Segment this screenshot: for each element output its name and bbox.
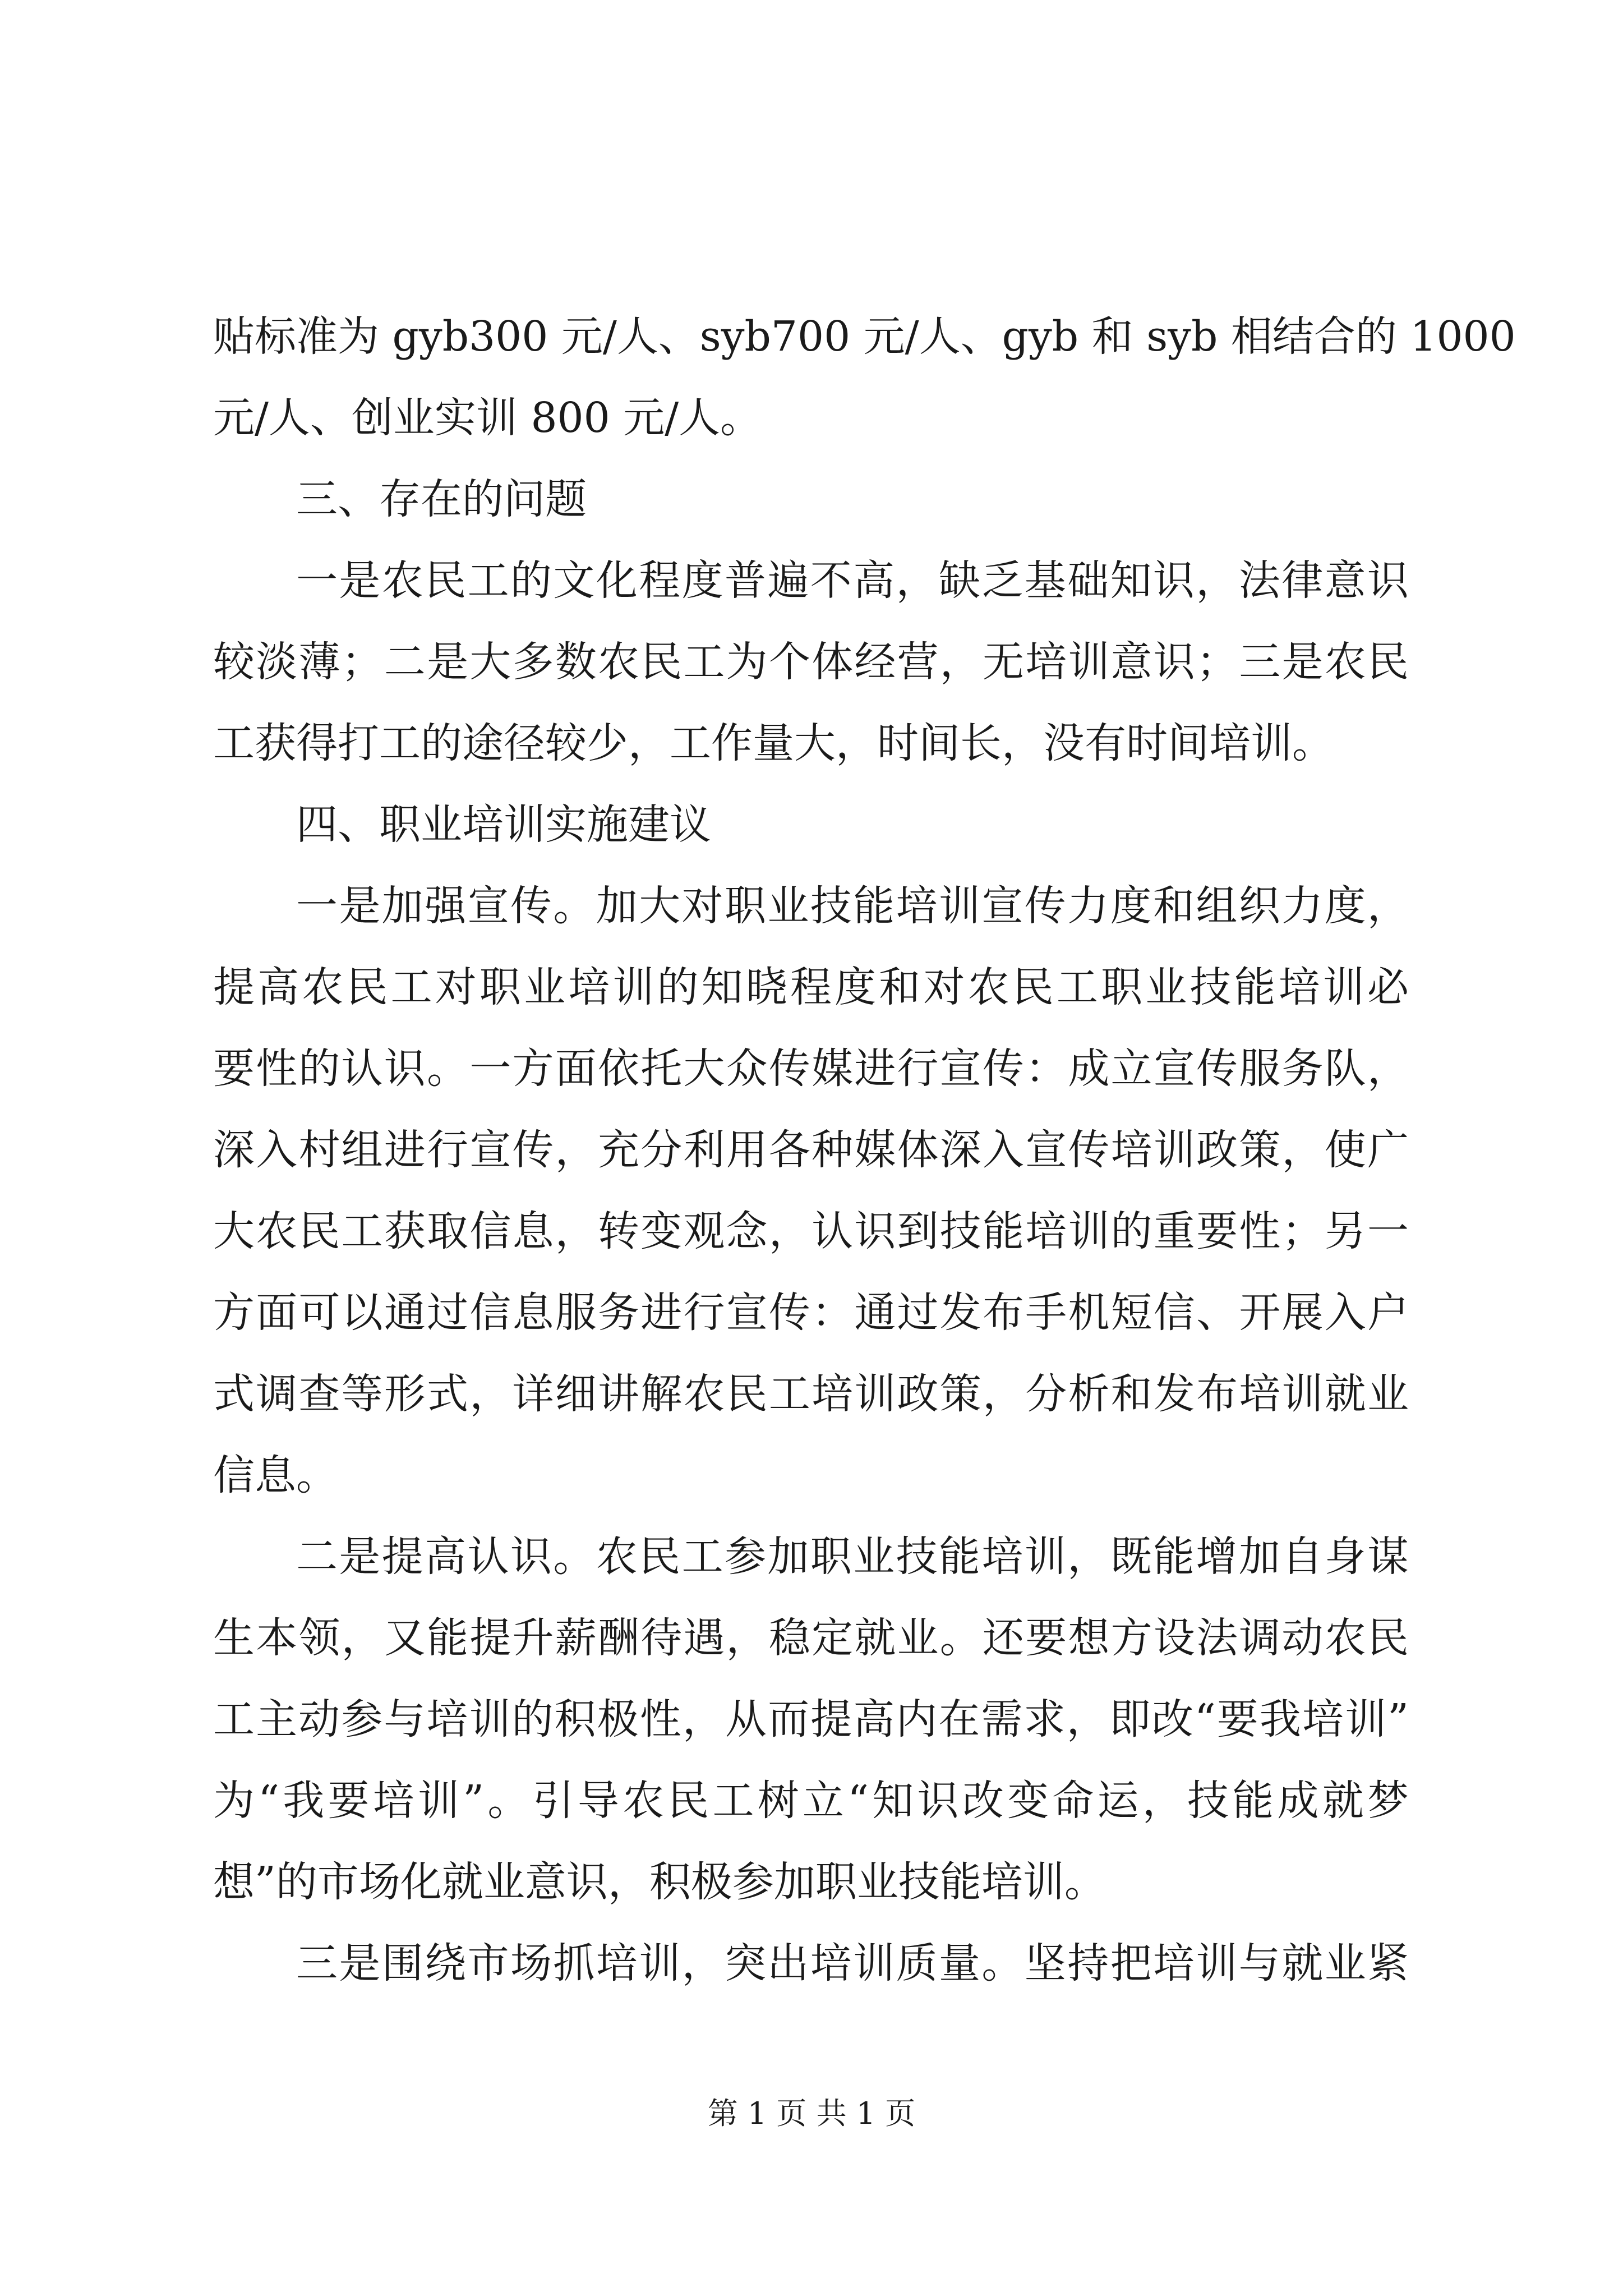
page-number-label: 第 1 页 共 1 页: [707, 2096, 916, 2131]
heading-line: 四、职业培训实施建议: [296, 800, 711, 849]
text-line: 信息。: [213, 1451, 338, 1499]
text-line: 工获得打工的途径较少，工作量大，时间长，没有时间培训。: [213, 719, 1334, 767]
text-line: 大农民工获取信息，转变观念，认识到技能培训的重要性；另一: [213, 1207, 1409, 1255]
text-line: 生本领，又能提升薪酬待遇，稳定就业。还要想方设法调动农民: [213, 1614, 1409, 1662]
text-line: 一是农民工的文化程度普遍不高，缺乏基础知识，法律意识: [296, 556, 1409, 605]
text-line: 要性的认识。一方面依托大众传媒进行宣传：成立宣传服务队，: [213, 1045, 1409, 1093]
text-line: 较淡薄；二是大多数农民工为个体经营，无培训意识；三是农民: [213, 638, 1409, 686]
text-line: 二是提高认识。农民工参加职业技能培训，既能增加自身谋: [296, 1533, 1409, 1581]
document-body: [213, 296, 1516, 2004]
text-line: 想”的市场化就业意识，积极参加职业技能培训。: [213, 1858, 1106, 1906]
paragraph-awareness: [213, 1516, 1409, 1923]
page-footer: [0, 2091, 1623, 2136]
paragraph-subsidy-standard: [213, 296, 1516, 459]
text-line: 方面可以通过信息服务进行宣传：通过发布手机短信、开展入户: [213, 1289, 1409, 1337]
text-line: 三是围绕市场抓培训，突出培训质量。坚持把培训与就业紧: [296, 1939, 1409, 1987]
paragraph-problems: [213, 540, 1409, 784]
paragraph-market-training: [213, 1923, 1409, 2004]
text-line: 式调查等形式，详细讲解农民工培训政策，分析和发布培训就业: [213, 1370, 1409, 1418]
text-line: 元/人、创业实训 800 元/人。: [213, 394, 762, 442]
text-line: 提高农民工对职业培训的知晓程度和对农民工职业技能培训必: [213, 963, 1409, 1011]
text-line: 深入村组进行宣传，充分利用各种媒体深入宣传培训政策，使广: [213, 1126, 1409, 1174]
text-line: 一是加强宣传。加大对职业技能培训宣传力度和组织力度，: [296, 882, 1409, 930]
text-line: 工主动参与培训的积极性，从而提高内在需求，即改“要我培训”: [213, 1695, 1409, 1743]
paragraph-publicity: [213, 866, 1409, 1516]
section-heading-problems: [213, 459, 1409, 540]
section-heading-suggestions: [213, 784, 1409, 866]
text-line: 贴标准为 gyb300 元/人、syb700 元/人、gyb 和 syb 相结合的 1000: [213, 312, 1516, 361]
text-line: 为“我要培训”。引导农民工树立“知识改变命运，技能成就梦: [213, 1777, 1409, 1825]
heading-line: 三、存在的问题: [296, 475, 587, 523]
